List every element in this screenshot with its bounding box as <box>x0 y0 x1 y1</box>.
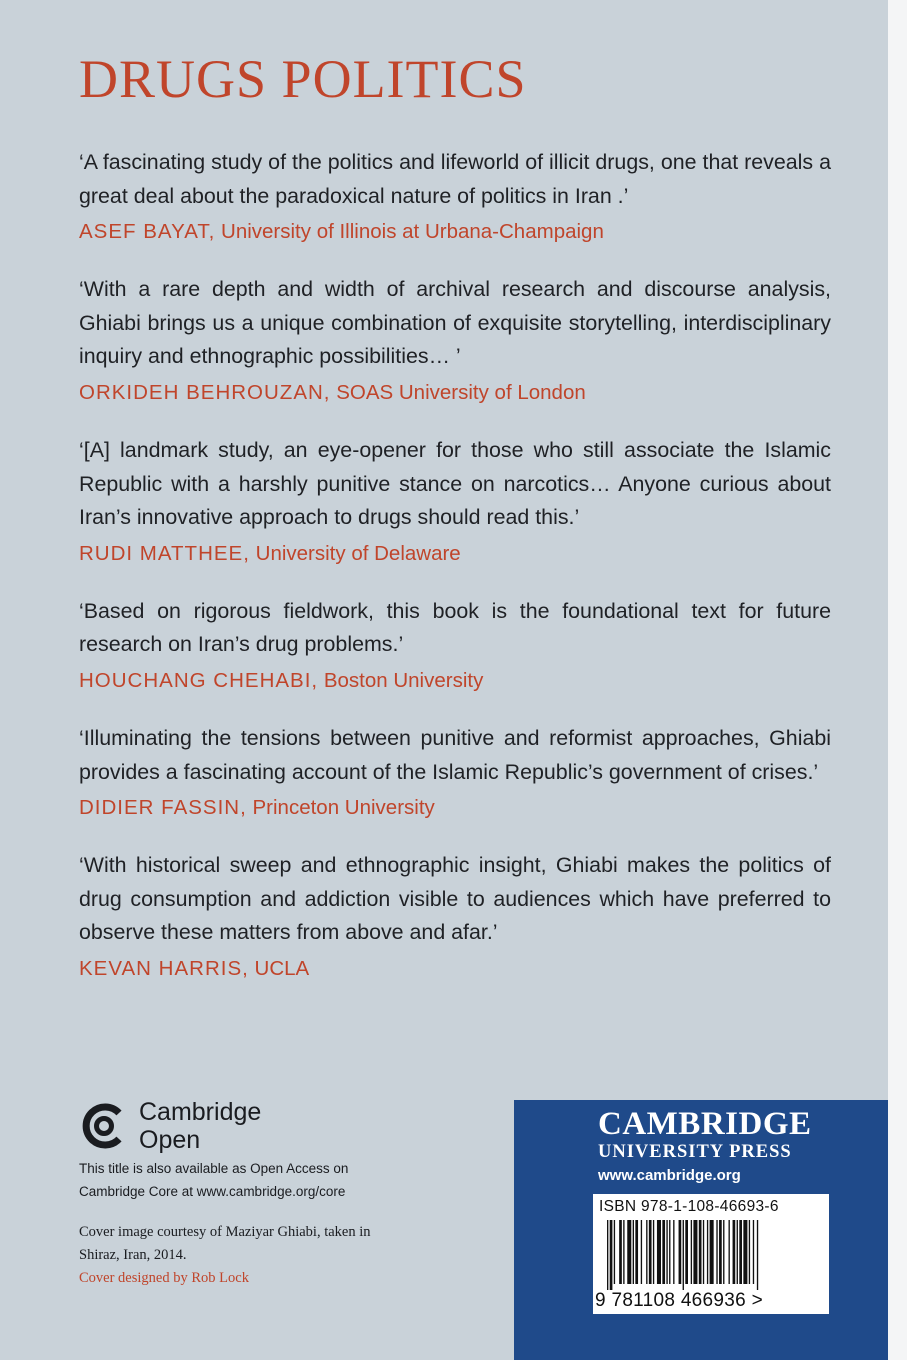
publisher-press: UNIVERSITY PRESS <box>598 1142 792 1162</box>
cambridge-open-icon <box>79 1101 129 1151</box>
page-edge <box>888 0 907 1360</box>
endorsement <box>79 434 831 569</box>
endorser-affiliation: Boston University <box>323 668 484 692</box>
endorsement <box>79 273 831 408</box>
endorsement <box>79 849 831 984</box>
publisher-name: CAMBRIDGE <box>598 1106 812 1142</box>
endorser-affiliation: University of Delaware <box>255 541 461 565</box>
endorser-name: ORKIDEH BEHROUZAN, <box>79 380 331 404</box>
endorsement-quote: ‘With historical sweep and ethnographic insight, Ghiabi makes the politics of drug consumption and addiction visible to audiences which have preferred to observe these matters from above and afar.’ <box>79 853 831 945</box>
endorsement-quote: ‘A fascinating study of the politics and lifeworld of illicit drugs, one that reveals a great deal about the paradoxical nature of politics in Iran .’ <box>79 150 831 208</box>
open-access-note-line2: Cambridge Core at www.cambridge.org/core <box>79 1184 346 1199</box>
endorser-affiliation: UCLA <box>254 956 310 980</box>
endorser-affiliation: Princeton University <box>252 796 435 820</box>
designer-credit: Cover designed by Rob Lock <box>79 1270 249 1286</box>
barcode-box <box>593 1194 829 1314</box>
isbn-label: ISBN 978-1-108-46693-6 <box>599 1198 779 1215</box>
publisher-panel <box>514 1100 888 1360</box>
endorsement <box>79 595 831 696</box>
endorser-affiliation: University of Illinois at Urbana-Champaign <box>221 220 604 244</box>
endorser-name: DIDIER FASSIN, <box>79 796 247 820</box>
open-access-note-line1: This title is also available as Open Access on <box>79 1161 349 1176</box>
endorser-name: ASEF BAYAT, <box>79 220 216 244</box>
publisher-website: www.cambridge.org <box>598 1167 741 1184</box>
endorsement-attribution <box>79 539 831 569</box>
cover-credits <box>79 1221 371 1290</box>
endorser-affiliation: SOAS University of London <box>336 380 586 404</box>
endorsement <box>79 722 831 823</box>
endorsement-attribution <box>79 666 831 696</box>
cambridge-open-line2: Open <box>139 1126 201 1154</box>
cambridge-open-wordmark <box>139 1098 261 1154</box>
image-credit-line2: Shiraz, Iran, 2014. <box>79 1247 187 1263</box>
endorser-name: KEVAN HARRIS, <box>79 956 249 980</box>
endorsement-quote: ‘With a rare depth and width of archival research and discourse analysis, Ghiabi brings us a unique combination of exquisite storytelling, interdisciplinary inquiry and ethnographic possibilities… ’ <box>79 277 831 369</box>
endorsement-quote: ‘Based on rigorous fieldwork, this book is the foundational text for future research on Iran’s drug problems.’ <box>79 598 831 657</box>
endorsement-attribution <box>79 793 831 823</box>
endorsement <box>79 146 831 247</box>
endorsement-quote: ‘[A] landmark study, an eye-opener for those who still associate the Islamic Republic with a harshly punitive stance on narcotics… Anyone curious about Iran’s innovative approach to drugs should read this.’ <box>79 437 831 530</box>
endorsement-quote: ‘Illuminating the tensions between punitive and reformist approaches, Ghiabi provides a fascinating account of the Islamic Republic’s government of crises.’ <box>79 725 831 784</box>
endorser-name: RUDI MATTHEE, <box>79 541 250 565</box>
endorsement-attribution <box>79 217 831 247</box>
endorsement-attribution <box>79 954 831 984</box>
book-title: DRUGS POLITICS <box>79 49 527 109</box>
barcode-digits: 9 781108 466936 > <box>595 1290 763 1311</box>
cambridge-open-line1: Cambridge <box>139 1098 262 1126</box>
open-access-note <box>79 1157 348 1203</box>
image-credit-line1: Cover image courtesy of Maziyar Ghiabi, taken in <box>79 1224 371 1240</box>
endorser-name: HOUCHANG CHEHABI, <box>79 668 319 692</box>
barcode-icon <box>593 1220 829 1290</box>
endorsement-attribution <box>79 378 831 408</box>
endorsements-list <box>79 146 831 1010</box>
cambridge-open-logo <box>79 1097 261 1155</box>
